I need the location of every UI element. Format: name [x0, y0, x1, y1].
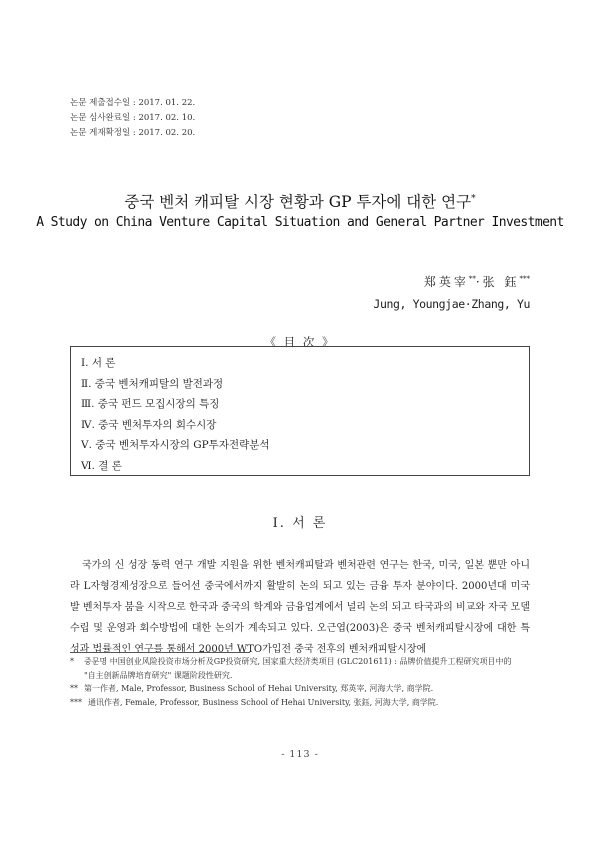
footnote-1-text: 중문명 中国创业风险投资市场分析及GP投资研究, 国家重大经济类项目 (GLC201611) : 品牌价值提升工程研究项目中的	[84, 657, 512, 666]
footnote-3-text: 通讯作者, Female, Professor, Business School of Hehai University, 张鈺, 河海大学, 商学院.	[88, 697, 439, 707]
body-text	[70, 555, 530, 660]
page-number: - 113 -	[281, 749, 319, 760]
section-heading: Ⅰ. 서 론	[272, 516, 328, 531]
author-block	[373, 268, 530, 315]
toc-item: Ⅱ. 중국 벤처캐피탈의 발전과정	[81, 377, 224, 390]
footnote-3-mark: ***	[70, 697, 82, 707]
reviewed-date: 논문 심사완료일 : 2017. 02. 10.	[70, 113, 196, 123]
received-date: 논문 제출접수일 : 2017. 01. 22.	[70, 98, 196, 108]
table-of-contents	[70, 346, 530, 476]
body-paragraph: 국가의 신 성장 동력 연구 개발 지원을 위한 벤처캐피탈과 벤처관련 연구는 한국, 미국, 일본 뿐만 아니라 L자형경제성장으로 들어선 중국에서까지 활발히 논의 되고 있는 금융 투자 분야이다. 2000년대 미국 발 벤처투자 붐을 시작으로 한국과 중국의 학계와 금융업계에서 널리 논의 되고 타국과의 비교와 자국 모델수립 및 운영과 회수방법에 대한 논의가 계속되고 있다. 오근엽(2003)은 중국 벤처캐피탈시장에 대한 특성과 법률적인 연구를 통해서 2000년 WTO가입전 중국 전후의 벤처캐피탈시장에	[70, 560, 530, 655]
footnote-2-mark: **	[70, 684, 78, 693]
toc-title: 《 目 次 》	[264, 335, 336, 349]
title-footnote-mark: *	[471, 193, 476, 204]
accepted-date: 논문 게재확정일 : 2017. 02. 20.	[70, 128, 196, 138]
footnote-1-continuation: "自主创新品牌培育研究" 课题阶段性研究.	[84, 670, 233, 680]
toc-item: Ⅲ. 중국 펀드 모집시장의 특징	[81, 398, 220, 410]
footnote-3	[70, 696, 540, 710]
paper-title-english: A Study on China Venture Capital Situation and General Partner Investment	[36, 215, 564, 230]
toc-item: Ⅵ. 결 론	[81, 459, 122, 472]
author-names-roman: Jung, Youngjae·Zhang, Yu	[373, 297, 530, 311]
submission-dates	[70, 96, 195, 141]
footnotes	[70, 655, 540, 709]
footnote-divider	[70, 652, 250, 653]
footnote-1-mark: *	[70, 657, 74, 666]
toc-item: Ⅴ. 중국 벤처투자시장의 GP투자전략분석	[81, 439, 270, 451]
author-1-name: 郑英宰	[423, 275, 469, 289]
footnote-2-text: 第一作者, Male, Professor, Business School of Hehai University, 郑英宰, 河海大学, 商学院.	[84, 684, 434, 693]
toc-item: Ⅳ. 중국 벤처투자의 회수시장	[81, 418, 217, 431]
author-2-name: 张 鈺	[482, 275, 520, 289]
paper-title-korean	[0, 190, 600, 212]
author-separator: ·	[475, 275, 483, 289]
author-1-mark: **	[468, 275, 476, 283]
toc-item: Ⅰ. 서 론	[81, 357, 116, 369]
footnote-2	[70, 682, 540, 696]
footnote-1	[70, 655, 540, 669]
title-korean-text: 중국 벤처 캐피탈 시장 현황과 GP 투자에 대한 연구	[124, 193, 472, 211]
author-2-mark: ***	[519, 275, 530, 283]
author-names-hanja	[373, 268, 530, 293]
